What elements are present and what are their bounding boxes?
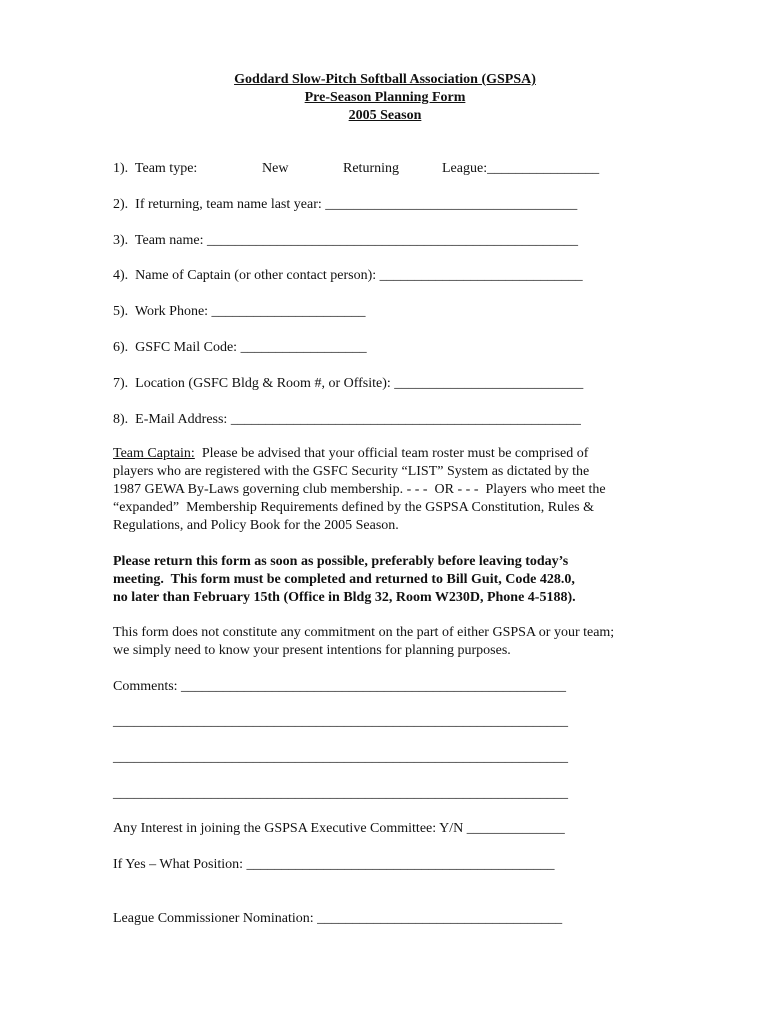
- executive-interest-field[interactable]: Any Interest in joining the GSPSA Executive Committee: Y/N ______________: [113, 821, 565, 836]
- commissioner-nomination-field[interactable]: League Commissioner Nomination: ___________________________________: [113, 911, 563, 926]
- league-field[interactable]: League:________________: [442, 161, 600, 176]
- return-line: Please return this form as soon as possible, preferably before leaving today’s: [113, 554, 569, 569]
- captain-note-label: Team Captain:: [113, 446, 195, 461]
- captain-note-line: players who are registered with the GSFC Security “LIST” System as dictated by the: [113, 464, 590, 479]
- team-name-field[interactable]: 3). Team name: _____________________________________________________: [113, 233, 579, 248]
- return-line: no later than February 15th (Office in Bldg 32, Room W230D, Phone 4-5188).: [113, 590, 576, 605]
- team-type-row: [113, 160, 658, 178]
- disclaimer-line: we simply need to know your present intentions for planning purposes.: [113, 643, 511, 658]
- comments-line[interactable]: _________________________________________________________________: [113, 786, 568, 801]
- mail-code-field[interactable]: 6). GSFC Mail Code: __________________: [113, 340, 367, 355]
- return-line: meeting. This form must be completed and returned to Bill Guit, Code 428.0,: [113, 572, 575, 587]
- form-title: Pre-Season Planning Form: [304, 90, 466, 105]
- work-phone-field[interactable]: 5). Work Phone: ______________________: [113, 304, 366, 319]
- team-type-label: 1). Team type:: [113, 161, 198, 176]
- return-instructions: [113, 553, 658, 607]
- captain-note: [113, 445, 658, 535]
- disclaimer-line: This form does not constitute any commitment on the part of either GSPSA or your team;: [113, 625, 615, 640]
- disclaimer: [113, 624, 673, 660]
- captain-name-field[interactable]: 4). Name of Captain (or other contact person): _____________________________: [113, 268, 583, 283]
- email-field[interactable]: 8). E-Mail Address: __________________________________________________: [113, 412, 581, 427]
- captain-note-line: 1987 GEWA By-Laws governing club membership. - - - OR - - - Players who meet the: [113, 482, 606, 497]
- comments-field[interactable]: Comments: _______________________________________________________: [113, 679, 567, 694]
- position-field[interactable]: If Yes – What Position: ____________________________________________: [113, 857, 555, 872]
- team-type-new-option[interactable]: New: [262, 161, 289, 176]
- captain-note-line: Regulations, and Policy Book for the 2005 Season.: [113, 518, 399, 533]
- captain-note-line: Please be advised that your official team roster must be comprised of: [194, 446, 589, 461]
- season-title: 2005 Season: [348, 108, 422, 123]
- captain-note-line: “expanded” Membership Requirements defined by the GSPSA Constitution, Rules &: [113, 500, 594, 515]
- last-year-name-field[interactable]: 2). If returning, team name last year: ____________________________________: [113, 197, 578, 212]
- comments-line[interactable]: _________________________________________________________________: [113, 750, 568, 765]
- team-type-returning-option[interactable]: Returning: [343, 161, 399, 176]
- org-title: Goddard Slow-Pitch Softball Association (GSPSA): [234, 72, 536, 87]
- comments-line[interactable]: _________________________________________________________________: [113, 714, 568, 729]
- location-field[interactable]: 7). Location (GSFC Bldg & Room #, or Offsite): ___________________________: [113, 376, 584, 391]
